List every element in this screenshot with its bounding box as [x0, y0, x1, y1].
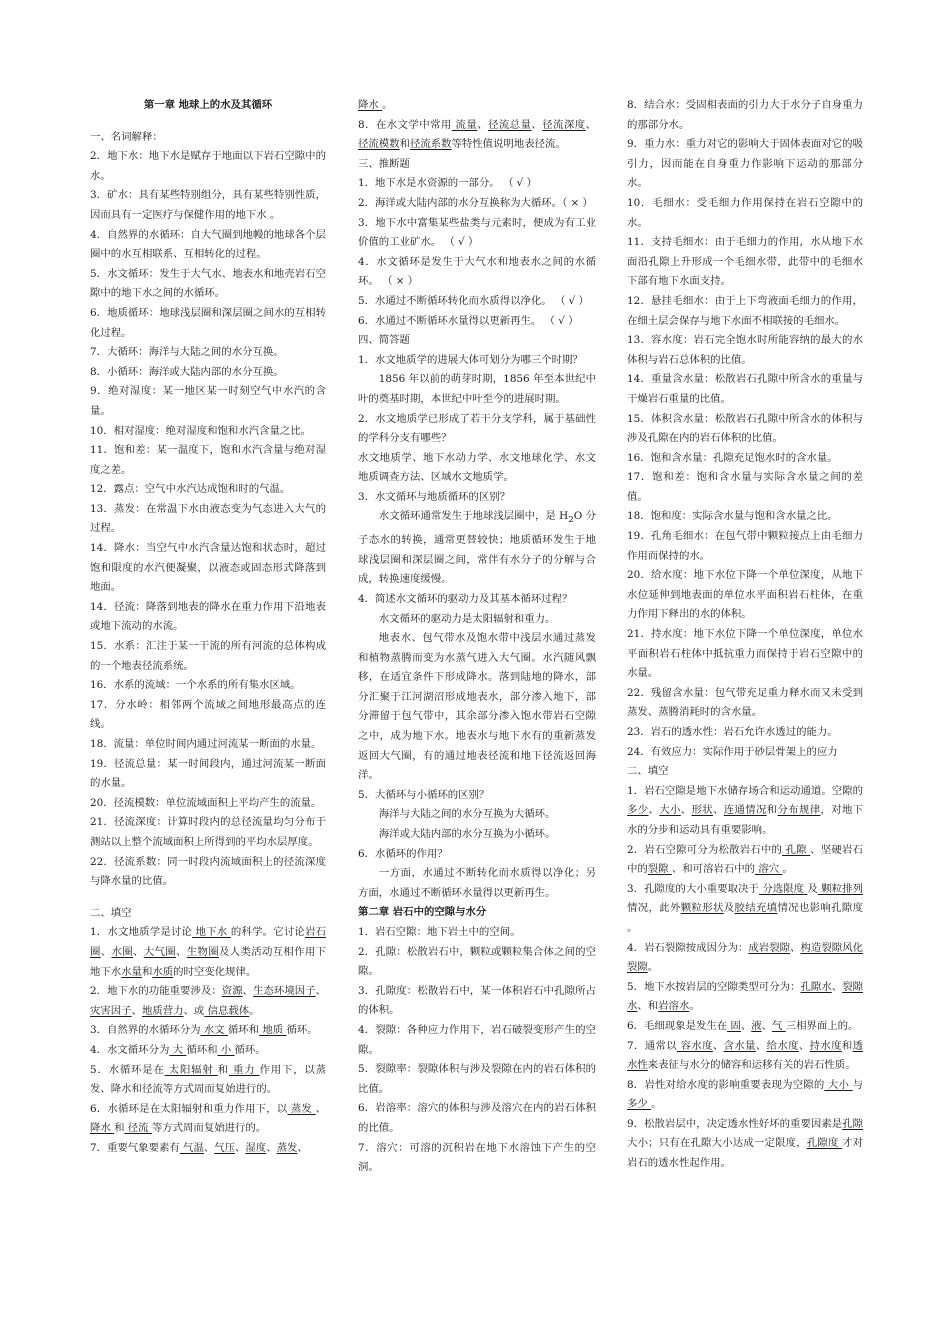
text-line: 4．水文循环是发生于大气水和地表水之间的水循环。 （ × ）	[358, 255, 596, 288]
text-line: 10．相对湿度：绝对湿度和饱和水汽含量之比。	[90, 424, 312, 437]
underlined-answer: 径流总量	[488, 118, 532, 131]
underlined-answer: 蒸发	[287, 1102, 316, 1115]
text-line: 5．大循环与小循环的区别？	[358, 788, 490, 801]
underlined-answer: 大小	[659, 804, 681, 817]
underlined-answer: 降水	[358, 99, 383, 111]
underlined-answer: 水质	[152, 965, 174, 978]
underlined-answer: 水圈	[111, 945, 133, 958]
text-line: 19．径流总量：某一时间段内，通过河流某一断面的水量。	[90, 757, 326, 790]
underlined-answer: 构造裂隙	[800, 941, 843, 954]
text-line: 16．饱和含水量：孔隙充足饱水时的含水量。	[627, 451, 838, 464]
text-line: 6．岩溶率：溶穴的体积与涉及溶穴在内的岩石体积的比值。	[358, 1102, 596, 1134]
text-line: 1．岩石空隙是地下水储存场合和运动通道。空隙的 多少、大小、形状、连通情况和分布规律，对地下水的分步和运动具有重要影响。	[627, 784, 864, 836]
text-line: 二、填空	[90, 906, 132, 919]
underlined-answer: 地质	[259, 1024, 287, 1037]
text-line: 2．地下水：地下水是赋存于地面以下岩石空隙中的水。	[90, 150, 326, 182]
underlined-answer: 径流模数	[358, 138, 400, 151]
text-line: 降水 。	[358, 99, 393, 111]
text-line: 12．悬挂毛细水：由于上下弯液面毛细力的作用，在细土层会保存与地下水面不相联接的毛细水。	[627, 294, 863, 327]
underlined-answer: 连通情况	[723, 804, 767, 817]
underlined-answer: 灾害因子	[90, 1004, 132, 1017]
text-line: 4．岩石裂隙按成因分为：成岩裂隙、构造裂隙风化裂隙。	[627, 941, 864, 974]
underlined-answer: 裂隙	[647, 863, 672, 876]
underlined-answer: 流量	[451, 118, 478, 131]
text-line: 4．简述水文循环的驱动力及其基本循环过程？	[358, 592, 573, 605]
text-line: 1．水文地质学的进展大体可划分为哪三个时期？	[358, 353, 583, 366]
text-line: 13．容水度：岩石完全饱水时所能容纳的最大的水体积与岩石总体积的比值。	[627, 334, 863, 366]
text-line: 15．水系：汇注于某一干流的所有河流的总体构成的一个地表径流系统。	[90, 640, 326, 672]
text-line: 16．水系的流域：一个水系的所有集水区域。	[90, 679, 301, 692]
text-line: 4．水文循环分为 大 循环和 小 循环。	[90, 1043, 266, 1056]
underlined-answer: 小	[217, 1043, 235, 1056]
underlined-answer: 大小	[824, 1078, 853, 1091]
text-line: 7．重要气象要素有 气温、气压、湿度、蒸发、	[90, 1141, 308, 1154]
text-line: 7．大循环：海洋与大陆之间的水分互换。	[90, 346, 284, 359]
underlined-answer: 裂隙水	[627, 980, 864, 1013]
text-line: 3．自然界的水循环分为 水文 循环和 地质 循环。	[90, 1024, 318, 1037]
underlined-answer: 分布规律	[777, 804, 821, 817]
text-line: 15．体积含水量：松散岩石孔隙中所含水的体积与涉及孔隙在内的岩石体积的比值。	[627, 412, 863, 445]
text-line: 21．持水度：地下水位下降一个单位深度，单位水平面积岩石柱体中抵抗重力而保持于岩石空隙中的水量。	[627, 628, 863, 680]
underlined-answer: 孔隙	[782, 843, 811, 856]
text-line: 6．毛细现象是发生在 固、液、气 三相界面上的。	[627, 1019, 859, 1032]
text-line: 四、简答题	[358, 334, 410, 347]
text-line: 14．径流：降落到地表的降水在重力作用下沿地表或地下流动的水流。	[90, 600, 326, 633]
text-line: 2．地下水的功能重要涉及：资源、生态环境因子、灾害因子、地质营力、或 信息载体。	[90, 985, 327, 1017]
text-line: 6．地质循环：地球浅层圈和深层圈之间水的互相转化过程。	[90, 306, 326, 339]
underlined-answer: 给水度	[766, 1039, 799, 1052]
text-line: 2．水文地质学已形成了若干分支学科，属于基础性的学科分支有哪些？	[358, 412, 596, 445]
text-line: 3．水文循环与地质循环的区别？	[358, 490, 511, 503]
underlined-answer: 资源	[221, 985, 243, 998]
underlined-answer: 地下水	[192, 926, 231, 939]
text-line: 3．矿水：具有某些特别组分，具有某些特别性质，因而具有一定医疗与保健作用的地下水 。	[90, 189, 326, 221]
text-line: 1．岩石空隙：地下岩土中的空间。	[358, 926, 521, 939]
text-line: 5．水循环是在 太阳辐射 和 重力 作用下，以蒸发、降水和径流等方式周而复始进行的。	[90, 1063, 327, 1096]
underlined-answer: 含水量	[723, 1039, 756, 1052]
underlined-answer: 水文	[200, 1024, 228, 1037]
text-line: 21．径流深度：计算时段内的总径流量均匀分布于测站以上整个流域面积上所得到的平均水层厚度。	[90, 816, 326, 848]
underlined-answer: 湿度	[245, 1141, 267, 1154]
spacer	[90, 116, 326, 128]
text-line: 13．蒸发：在常温下水由液态变为气态进入大气的过程。	[90, 502, 326, 535]
text-line: 4．裂隙：各种应力作用下，岩石破裂变形产生的空隙。	[358, 1023, 596, 1056]
text-line: 海洋或大陆内部的水分互换为小循环。	[378, 828, 556, 841]
text-line: 23．岩石的透水性：岩石允许水透过的能力。	[627, 726, 838, 738]
underlined-answer: 岩溶水	[658, 1000, 690, 1013]
text-line: 6．水通过不断循环水量得以更新再生。 （ √ ）	[358, 314, 579, 327]
text-line: 17．饱和差：饱和含水量与实际含水量之间的差值。	[627, 471, 863, 503]
text-line: 2．孔隙：松散岩石中，颗粒或颗粒集合体之间的空隙。	[358, 945, 596, 978]
underlined-answer: 颗粒形状	[680, 902, 724, 915]
underlined-answer: 容水度	[676, 1039, 713, 1052]
text-line: 22．残留含水量：包气带充足重力释水而又未受到蒸发、蒸腾消耗时的含水量。	[627, 686, 863, 719]
underlined-answer: 孔隙度	[806, 1137, 843, 1150]
text-line: 三、推断题	[358, 157, 410, 170]
underlined-answer: 生态环境因子	[253, 985, 316, 998]
text-line: 6．水循环是在太阳辐射和重力作用下，以 蒸发 、 降水 和 径流 等方式周而复始进行的。	[90, 1102, 326, 1135]
text-line: 10．毛细水：受毛细力作用保持在岩石空隙中的水。	[627, 196, 863, 229]
text-line: 2．岩石空隙可分为松散岩石中的 孔隙 、坚硬岩石中的裂隙 、和可溶岩石中的 溶穴 。	[627, 843, 864, 876]
text-line: 8．岩性对给水度的影响重要表现为空隙的 大小 与 多少 。	[627, 1078, 863, 1111]
text-line: 14．重量含水量：松散岩石孔隙中所含水的重量与干燥岩石重量的比值。	[627, 373, 863, 405]
underlined-answer: 蒸发	[276, 1141, 298, 1154]
underlined-answer: 气压	[214, 1141, 236, 1154]
underlined-answer: 水量	[121, 965, 142, 978]
underlined-answer: 持水度	[809, 1039, 842, 1052]
text-line: 8．小循环：海洋或大陆内部的水分互换。	[90, 365, 284, 378]
text-line: 8．结合水：受固相表面的引力大于水分子自身重力的那部分水。	[627, 99, 863, 131]
underlined-answer: 成岩裂隙	[748, 941, 791, 954]
text-line: 11．饱和差：某一温度下，饱和水汽含量与绝对湿度之差。	[90, 444, 326, 476]
underlined-answer: 多少	[627, 1098, 652, 1111]
text-line: 18．饱和度：实际含水量与饱和含水量之比。	[627, 510, 838, 523]
underlined-answer: 形状	[691, 804, 713, 817]
text-line: 5．地下水按岩层的空隙类型可分为：孔隙水、裂隙水、和岩溶水。	[627, 980, 864, 1013]
text-line: 8．在水文学中常用 流量、径流总量、径流深度、径流模数和径流系数等特性值说明地表径流。	[358, 118, 597, 151]
underlined-answer: 生物圈	[186, 945, 219, 958]
text-line: 11．支持毛细水：由于毛细力的作用，水从地下水面沿孔隙上升形成一个毛细水带，此带中的毛细水下部有地下水面支持。	[627, 236, 863, 288]
text-line: 地表水、包气带水及饱水带中浅层水通过蒸发和植物蒸腾而变为水蒸气进入大气圈。水汽随风飘移，在适宜条件下形成降水。落到陆地的降水，部分汇聚于江河湖沼形成地表水，部分渗入地下，部分滞留于包气带中，其余部分渗入饱水带岩石空隙之中，成为地下水。地表水与地下水有的重新蒸发返回大气圈，有的通过地表径流和地下径流返回海洋。	[358, 632, 596, 782]
text-line: 14．降水：当空气中水汽含量达饱和状态时，超过饱和限度的水汽便凝聚，以液态或固态形式降落到地面。	[90, 542, 326, 594]
underlined-answer: 孔隙	[842, 1117, 864, 1130]
underlined-answer: 径流系数	[409, 138, 452, 151]
column-1	[90, 96, 326, 1158]
text-line: 7．通常以 容水度、含水量、给水度、持水度和透水性来表征与水分的储容和运移有关的岩石性质。	[627, 1039, 864, 1072]
text-line: 24．有效应力：实际作用于砂层骨架上的应力	[627, 745, 838, 758]
text-line: 20．给水度：地下水位下降一个单位深度，从地下水位延伸到地表面的单位水平面积岩石柱体，在重力作用下释出的水的体积。	[627, 569, 863, 621]
text-line: 22．径流系数：同一时段内流域面积上的径流深度与降水量的比值。	[90, 855, 326, 888]
text-line: 12．露点：空气中水汽达成饱和时的气温。	[90, 483, 291, 496]
text-line: 4．自然界的水循环：自大气圈到地幔的地球各个层圈中的水互相联系、互相转化的过程。	[90, 228, 326, 261]
text-line: 水文循环通常发生于地球浅层圈中，是 $H_2O$ 分子态水的转换，通常更替较快；地质循环发生于地球浅层圈和深层圈之间，常伴有水分子的分解与合成，转换速度缓慢。	[358, 510, 596, 586]
underlined-answer: 颗粒排列	[817, 882, 863, 895]
text-line: 9．绝对湿度：某一地区某一时刻空气中水汽的含量。	[90, 385, 326, 417]
underlined-answer: 大	[169, 1043, 187, 1056]
text-line: 海洋与大陆之间的水分互换为大循环。	[378, 808, 556, 821]
underlined-answer: 气	[772, 1019, 786, 1032]
text-line: 水文循环的驱动力是太阳辐射和重力。	[378, 612, 556, 625]
text-line: 3．孔隙度的大小重要取决于 分选限度 及 颗粒排列 情况，此外颗粒形状及胶结充填情况也影响孔隙度 。	[627, 882, 864, 934]
text-line: 5．水文循环：发生于大气水、地表水和地壳岩石空隙中的地下水之间的水循环。	[90, 267, 326, 300]
column-2	[358, 96, 596, 1178]
column-3	[627, 96, 863, 1174]
underlined-answer: 重力	[228, 1063, 260, 1076]
chapter-title: 第二章 岩石中的空隙与水分	[358, 906, 487, 919]
text-line: 二、填空	[627, 765, 669, 778]
underlined-answer: 地质营力	[141, 1004, 184, 1017]
text-line: 19．孔角毛细水：在包气带中颗粒接点上由毛细力作用而保持的水。	[627, 530, 863, 562]
text-line: 18．流量：单位时间内通过河流某一断面的水量。	[90, 738, 322, 750]
underlined-answer: 固	[727, 1019, 741, 1032]
underlined-answer: 风化裂隙	[627, 941, 864, 974]
underlined-answer: 液	[751, 1019, 762, 1032]
text-line: 水文地质学、地下水动力学、水文地球化学、水文地质调查方法、区域水文地质学。	[358, 451, 596, 484]
underlined-answer: 孔隙水	[800, 980, 832, 993]
underlined-answer: 降水	[90, 1122, 115, 1135]
underlined-answer: 胶结充填	[734, 902, 778, 915]
underlined-answer: 太阳辐射	[164, 1063, 218, 1076]
text-line: 6．水循环的作用？	[358, 847, 448, 860]
text-line: 一、名词解释：	[90, 130, 163, 143]
text-line: 20．径流模数：单位流域面积上平均产生的流量。	[90, 796, 322, 809]
text-line: 5．水通过不断循环转化而水质得以净化。 （ √ ）	[358, 294, 589, 307]
underlined-answer: 溶穴	[755, 863, 783, 876]
text-line: 1856 年以前的萌芽时期，1856 年至本世纪中叶的奠基时期，本世纪中叶至今的进展时期。	[358, 373, 596, 405]
text-line: 一方面，水通过不断转化而水质得以净化；另方面，水通过不断循环水量得以更新再生。	[358, 867, 596, 899]
underlined-answer: 信息载体	[204, 1004, 250, 1017]
underlined-answer: 分选限度	[758, 882, 808, 895]
underlined-answer: 径流	[124, 1122, 152, 1135]
text-line: 1．水文地质学是讨论 地下水 的科学。它讨论岩石圈、水圈、大气圈、生物圈及人类活动互相作用下地下水水量和水质的时空变化规律。	[90, 926, 327, 978]
underlined-answer: 径流深度	[542, 118, 586, 131]
text-line: 9．重力水：重力对它的影响大于固体表面对它的吸引力，因而能在自身重力作影响下运动的那部分水。	[627, 138, 863, 190]
text-line: 9．松散岩层中，决定透水性好坏的重要因素是孔隙 大小；只有在孔隙大小达成一定限度，孔隙度 才对岩石的透水性起作用。	[627, 1117, 864, 1170]
text-line: 7．溶穴：可溶的沉积岩在地下水溶蚀下产生的空洞。	[358, 1141, 596, 1174]
text-line: 3．地下水中富集某些盐类与元素时，便成为有工业价值的工业矿水。 （ √ ）	[358, 216, 596, 249]
text-line: 17．分水岭：相邻两个流域之间地形最高点的连线。	[90, 698, 326, 731]
underlined-answer: 多少	[627, 804, 649, 817]
underlined-answer: 岩石圈	[90, 926, 326, 958]
text-line: 2．海洋或大陆内部的水分互换称为大循环。（ × ）	[358, 196, 593, 209]
underlined-answer: 气温	[179, 1141, 204, 1154]
underlined-answer: 透水性	[627, 1039, 864, 1072]
text-line: 3．孔隙度：松散岩石中，某一体积岩石中孔隙所占的体积。	[358, 984, 596, 1017]
spacer	[90, 892, 326, 904]
text-line: 5．裂隙率：裂隙体积与涉及裂隙在内的岩石体积的比值。	[358, 1063, 596, 1095]
chapter-title: 第一章 地球上的水及其循环	[143, 99, 273, 111]
underlined-answer: 大气圈	[143, 945, 176, 958]
text-line: 1．地下水是水资源的一部分。 （ √ ）	[358, 177, 537, 190]
